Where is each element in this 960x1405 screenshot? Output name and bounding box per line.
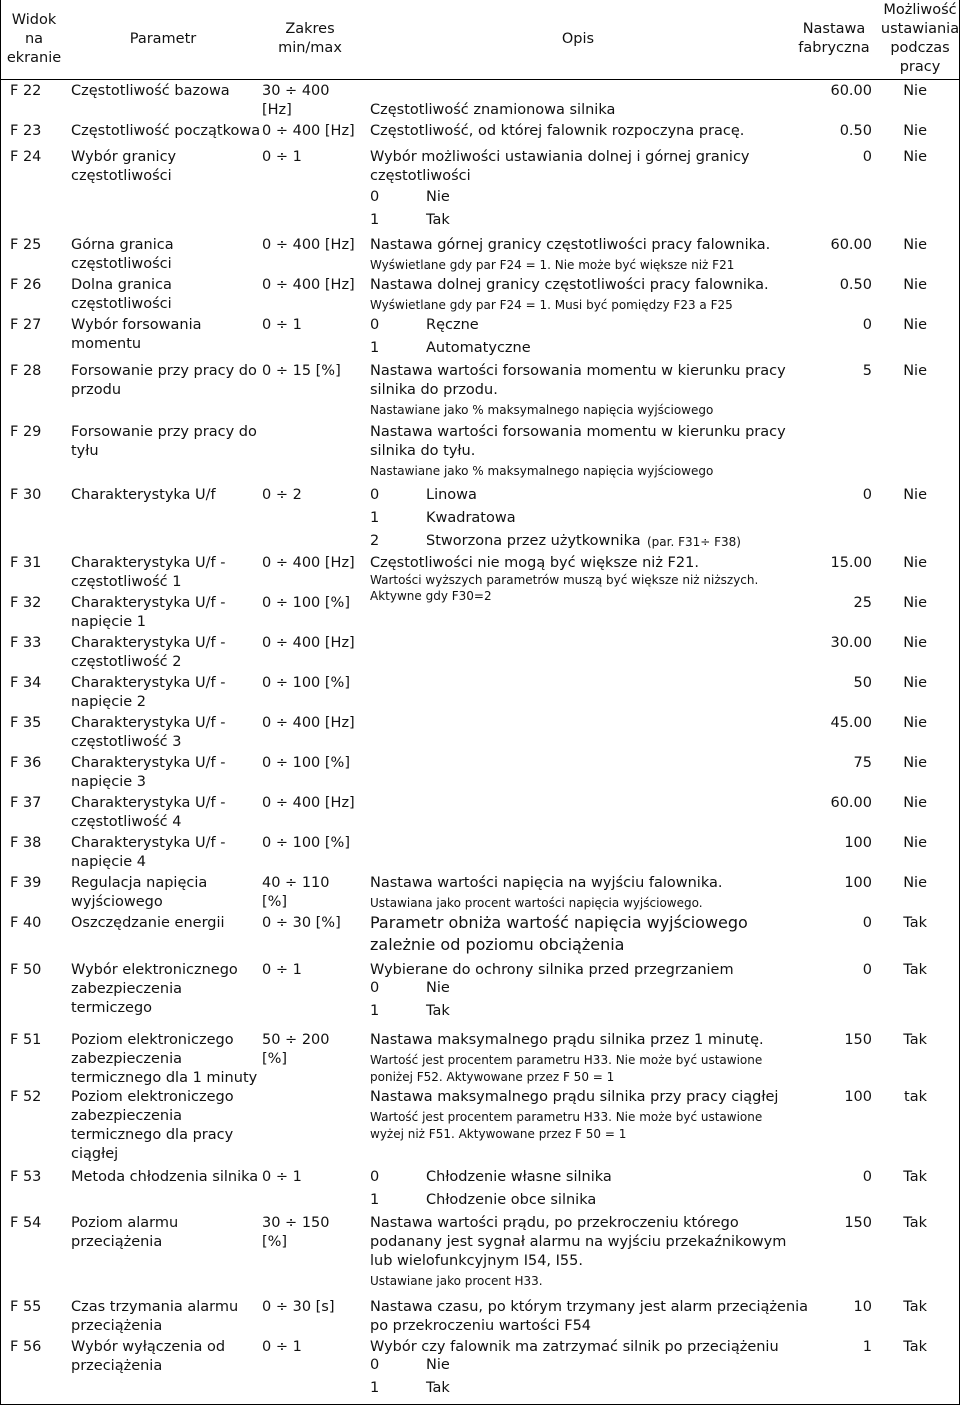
param-description: Parametr obniża wartość napięcia wyjściowego [370, 913, 748, 932]
param-code: F 54 [10, 1215, 42, 1231]
param-name: Charakterystyka U/f - [71, 595, 226, 611]
editable-while-running: Tak [903, 1169, 927, 1185]
param-note: poniżej F52. Aktywowane przez F 50 = 1 [370, 1070, 615, 1084]
factory-setting: 60.00 [830, 237, 872, 253]
param-range: 40 ÷ 110 [262, 875, 330, 891]
param-code: F 31 [10, 555, 42, 571]
editable-while-running: Tak [903, 915, 927, 931]
param-code: F 53 [10, 1169, 42, 1185]
editable-while-running: Nie [903, 317, 927, 333]
factory-setting: 25 [853, 595, 872, 611]
editable-while-running: Tak [903, 1032, 927, 1048]
editable-while-running: Nie [903, 635, 927, 651]
factory-setting: 0 [862, 317, 872, 333]
param-range: 0 ÷ 1 [262, 1169, 302, 1185]
param-note: Wyświetlane gdy par F24 = 1. Musi być pomiędzy F23 a F25 [370, 298, 733, 312]
param-note: Wartość jest procentem parametru H33. Nie może być ustawione [370, 1053, 763, 1067]
factory-setting: 100 [844, 1089, 872, 1105]
option-label: Ręczne [426, 317, 479, 333]
param-description: podanany jest sygnał alarmu na wyjściu przekaźnikowym [370, 1234, 787, 1250]
param-range: 30 ÷ 150 [262, 1215, 330, 1231]
param-note: Aktywne gdy F30=2 [370, 589, 492, 603]
param-name: termicznego dla pracy [71, 1127, 234, 1143]
param-range: 0 ÷ 30 [s] [262, 1299, 335, 1315]
option-value: 0 [370, 1169, 380, 1185]
header-col1: na [24, 31, 44, 47]
param-name: Wybór wyłączenia od [71, 1339, 226, 1355]
factory-setting: 5 [862, 363, 872, 379]
param-name: Poziom elektroniczego [71, 1089, 234, 1105]
param-name: Górna granica [71, 237, 174, 253]
header-col6: Możliwość [883, 2, 957, 18]
editable-while-running: Tak [903, 1215, 927, 1231]
param-range: 0 ÷ 400 [Hz] [262, 795, 355, 811]
param-code: F 22 [10, 83, 42, 99]
param-range: 0 ÷ 1 [262, 1339, 302, 1355]
param-range: 0 ÷ 100 [%] [262, 755, 350, 771]
header-col4: Opis [561, 31, 595, 47]
param-description: Nastawa maksymalnego prądu silnika przy pracy ciągłej [370, 1089, 779, 1105]
param-name: zabezpieczenia [71, 1108, 182, 1124]
header-col3: min/max [278, 40, 342, 56]
option-value: 0 [370, 1357, 380, 1373]
param-name: Charakterystyka U/f - [71, 795, 226, 811]
param-description: Częstotliwość, od której falownik rozpoczyna pracę. [370, 123, 745, 139]
param-name: Częstotliwość początkowa [71, 123, 261, 139]
param-code: F 25 [10, 237, 42, 253]
option-value: 0 [370, 317, 380, 333]
option-label: Tak [426, 1380, 450, 1396]
param-name: przeciążenia [71, 1234, 163, 1250]
param-range: [%] [262, 894, 288, 910]
param-note: Ustawiane jako procent H33. [370, 1274, 543, 1288]
param-description: częstotliwości [370, 168, 471, 184]
param-name: częstotliwości [71, 256, 172, 272]
param-name: Regulacja napięcia [71, 875, 208, 891]
factory-setting: 100 [844, 875, 872, 891]
param-code: F 30 [10, 487, 42, 503]
param-name: Wybór forsowania [71, 317, 202, 333]
option-label: Linowa [426, 487, 477, 503]
editable-while-running: Nie [903, 555, 927, 571]
editable-while-running: Nie [903, 487, 927, 503]
param-code: F 51 [10, 1032, 42, 1048]
editable-while-running: Nie [903, 595, 927, 611]
param-name: zabezpieczenia [71, 981, 182, 997]
param-description: Nastawa wartości napięcia na wyjściu falownika. [370, 875, 723, 891]
factory-setting: 50 [853, 675, 872, 691]
param-note: Wyświetlane gdy par F24 = 1. Nie może być większe niż F21 [370, 258, 735, 272]
param-name: napięcie 4 [71, 854, 146, 870]
option-label: Nie [426, 1357, 450, 1373]
param-name: Oszczędzanie energii [71, 915, 225, 931]
param-range: 0 ÷ 15 [%] [262, 363, 341, 379]
factory-setting: 0 [862, 487, 872, 503]
param-name: ciągłej [71, 1146, 119, 1162]
param-description: zależnie od poziomu obciążenia [370, 935, 625, 954]
option-value: 2 [370, 533, 380, 549]
header-col3: Zakres [285, 21, 335, 37]
factory-setting: 30.00 [830, 635, 872, 651]
factory-setting: 150 [844, 1215, 872, 1231]
param-code: F 34 [10, 675, 42, 691]
param-range: 0 ÷ 1 [262, 317, 302, 333]
param-code: F 56 [10, 1339, 42, 1355]
option-value: 1 [370, 340, 380, 356]
editable-while-running: Nie [903, 835, 927, 851]
param-code: F 37 [10, 795, 42, 811]
param-code: F 27 [10, 317, 42, 333]
param-code: F 38 [10, 835, 42, 851]
param-name: Charakterystyka U/f - [71, 555, 226, 571]
header-col2: Parametr [129, 31, 197, 47]
param-range: [Hz] [262, 102, 292, 118]
param-name: częstotliwości [71, 168, 172, 184]
option-label: Kwadratowa [426, 510, 516, 526]
option-value: 0 [370, 189, 380, 205]
param-note: Nastawiane jako % maksymalnego napięcia wyjściowego [370, 403, 714, 417]
param-name: częstotliwość 2 [71, 654, 182, 670]
param-name: Charakterystyka U/f [71, 487, 216, 503]
param-name: termicznego dla 1 minuty [71, 1070, 258, 1086]
editable-while-running: tak [904, 1089, 927, 1105]
option-label: Nie [426, 980, 450, 996]
option-value: 1 [370, 1380, 380, 1396]
option-value: 0 [370, 487, 380, 503]
factory-setting: 60.00 [830, 83, 872, 99]
param-description: lub wielofunkcyjnym I54, I55. [370, 1253, 583, 1269]
param-code: F 32 [10, 595, 42, 611]
param-range: 0 ÷ 30 [%] [262, 915, 341, 931]
factory-setting: 60.00 [830, 795, 872, 811]
param-name: termiczego [71, 1000, 153, 1016]
editable-while-running: Nie [903, 83, 927, 99]
editable-while-running: Nie [903, 237, 927, 253]
factory-setting: 15.00 [830, 555, 872, 571]
factory-setting: 75 [853, 755, 872, 771]
param-code: F 50 [10, 962, 42, 978]
param-note: Wartości wyższych parametrów muszą być większe niż niższych. [370, 573, 759, 587]
param-code: F 39 [10, 875, 42, 891]
header-col1: Widok [11, 12, 57, 28]
editable-while-running: Nie [903, 755, 927, 771]
editable-while-running: Nie [903, 795, 927, 811]
param-name: Forsowanie przy pracy do [71, 424, 257, 440]
param-range: 0 ÷ 400 [Hz] [262, 237, 355, 253]
param-name: momentu [71, 336, 142, 352]
param-description: Nastawa maksymalnego prądu silnika przez 1 minutę. [370, 1032, 764, 1048]
param-note: Nastawiane jako % maksymalnego napięcia wyjściowego [370, 464, 714, 478]
factory-setting: 100 [844, 835, 872, 851]
param-name: zabezpieczenia [71, 1051, 182, 1067]
header-col6: ustawiania [880, 21, 960, 37]
param-description: Nastawa wartości forsowania momentu w kierunku pracy [370, 424, 786, 440]
param-note: Ustawiana jako procent wartości napięcia wyjściowego. [370, 896, 703, 910]
header-col1: ekranie [6, 50, 62, 66]
param-name: Forsowanie przy pracy do [71, 363, 257, 379]
option-label: Chłodzenie własne silnika [426, 1169, 612, 1185]
factory-setting: 10 [853, 1299, 872, 1315]
param-code: F 40 [10, 915, 42, 931]
editable-while-running: Nie [903, 363, 927, 379]
param-name: Charakterystyka U/f - [71, 715, 226, 731]
param-name: Dolna granica [71, 277, 172, 293]
param-description: silnika do przodu. [370, 382, 498, 398]
param-code: F 35 [10, 715, 42, 731]
param-description: Nastawa czasu, po którym trzymany jest alarm przeciążenia [370, 1299, 809, 1315]
editable-while-running: Nie [903, 149, 927, 165]
factory-setting: 150 [844, 1032, 872, 1048]
option-note: (par. F31÷ F38) [646, 535, 741, 549]
param-name: Charakterystyka U/f - [71, 835, 226, 851]
editable-while-running: Tak [903, 962, 927, 978]
param-name: tyłu [71, 443, 99, 459]
option-value: 0 [370, 980, 380, 996]
editable-while-running: Nie [903, 875, 927, 891]
editable-while-running: Nie [903, 715, 927, 731]
param-name: napięcie 2 [71, 694, 146, 710]
factory-setting: 0 [862, 149, 872, 165]
param-name: częstotliwość 4 [71, 814, 182, 830]
option-label: Automatyczne [426, 340, 531, 356]
param-name: wyjściowego [71, 894, 163, 910]
editable-while-running: Nie [903, 123, 927, 139]
param-description: Nastawa wartości prądu, po przekroczeniu którego [370, 1215, 739, 1231]
param-name: Wybór granicy [71, 149, 177, 165]
param-description: Częstotliwość znamionowa silnika [370, 102, 616, 118]
param-name: częstotliwość 1 [71, 574, 182, 590]
param-description: Wybierane do ochrony silnika przed przegrzaniem [370, 962, 734, 978]
param-name: Charakterystyka U/f - [71, 755, 226, 771]
param-code: F 28 [10, 363, 42, 379]
editable-while-running: Tak [903, 1339, 927, 1355]
factory-setting: 0 [862, 915, 872, 931]
param-range: 0 ÷ 400 [Hz] [262, 123, 355, 139]
param-range: 50 ÷ 200 [262, 1032, 330, 1048]
param-name: przeciążenia [71, 1358, 163, 1374]
option-value: 1 [370, 1003, 380, 1019]
option-label: Tak [426, 1003, 450, 1019]
editable-while-running: Nie [903, 675, 927, 691]
param-range: 0 ÷ 2 [262, 487, 302, 503]
param-code: F 33 [10, 635, 42, 651]
param-name: Czas trzymania alarmu [71, 1299, 239, 1315]
param-range: 0 ÷ 100 [%] [262, 835, 350, 851]
option-label: Chłodzenie obce silnika [426, 1192, 597, 1208]
param-description: Wybór możliwości ustawiania dolnej i górnej granicy [370, 149, 750, 165]
row-divider [0, 79, 960, 80]
param-name: Charakterystyka U/f - [71, 675, 226, 691]
editable-while-running: Nie [903, 277, 927, 293]
param-description: silnika do tyłu. [370, 443, 476, 459]
param-code: F 36 [10, 755, 42, 771]
option-label: Tak [426, 212, 450, 228]
param-name: częstotliwości [71, 296, 172, 312]
param-range: 0 ÷ 400 [Hz] [262, 635, 355, 651]
header-col6: podczas [890, 40, 950, 56]
header-col6: pracy [899, 59, 941, 75]
param-range: 0 ÷ 400 [Hz] [262, 715, 355, 731]
param-note: Wartość jest procentem parametru H33. Nie może być ustawione [370, 1110, 763, 1124]
param-name: przeciążenia [71, 1318, 163, 1334]
param-name: częstotliwość 3 [71, 734, 182, 750]
option-value: 1 [370, 510, 380, 526]
factory-setting: 0 [862, 962, 872, 978]
param-range: 0 ÷ 100 [%] [262, 595, 350, 611]
param-description: Nastawa dolnej granicy częstotliwości pracy falownika. [370, 277, 769, 293]
param-range: 0 ÷ 400 [Hz] [262, 277, 355, 293]
param-name: Poziom alarmu [71, 1215, 179, 1231]
param-range: 0 ÷ 100 [%] [262, 675, 350, 691]
param-range: 0 ÷ 1 [262, 962, 302, 978]
param-name: Poziom elektroniczego [71, 1032, 234, 1048]
param-description: po przekroczeniu wartości F54 [370, 1318, 592, 1334]
param-name: Częstotliwość bazowa [71, 83, 230, 99]
param-range: 0 ÷ 400 [Hz] [262, 555, 355, 571]
option-value: 1 [370, 1192, 380, 1208]
param-code: F 55 [10, 1299, 42, 1315]
param-name: Metoda chłodzenia silnika [71, 1169, 259, 1185]
param-name: napięcie 3 [71, 774, 146, 790]
param-name: napięcie 1 [71, 614, 146, 630]
param-note: wyżej niż F51. Aktywowane przez F 50 = 1 [370, 1127, 627, 1141]
option-value: 1 [370, 212, 380, 228]
param-name: Wybór elektronicznego [71, 962, 238, 978]
param-range: 30 ÷ 400 [262, 83, 330, 99]
param-description: Wybór czy falownik ma zatrzymać silnik po przeciążeniu [370, 1339, 779, 1355]
factory-setting: 1 [862, 1339, 872, 1355]
header-col5: fabryczna [798, 40, 870, 56]
column-divider [0, 0, 1, 1405]
factory-setting: 0.50 [839, 123, 872, 139]
param-code: F 23 [10, 123, 42, 139]
param-name: Charakterystyka U/f - [71, 635, 226, 651]
option-label: Nie [426, 189, 450, 205]
param-code: F 52 [10, 1089, 42, 1105]
factory-setting: 45.00 [830, 715, 872, 731]
param-name: przodu [71, 382, 122, 398]
option-label: Stworzona przez użytkownika [426, 533, 641, 549]
editable-while-running: Tak [903, 1299, 927, 1315]
factory-setting: 0.50 [839, 277, 872, 293]
param-range: [%] [262, 1051, 288, 1067]
param-description: Nastawa wartości forsowania momentu w kierunku pracy [370, 363, 786, 379]
param-range: [%] [262, 1234, 288, 1250]
param-description: Częstotliwości nie mogą być większe niż F21. [370, 555, 699, 571]
param-range: 0 ÷ 1 [262, 149, 302, 165]
factory-setting: 0 [862, 1169, 872, 1185]
header-col5: Nastawa [802, 21, 866, 37]
param-code: F 29 [10, 424, 42, 440]
param-description: Nastawa górnej granicy częstotliwości pracy falownika. [370, 237, 771, 253]
param-code: F 24 [10, 149, 42, 165]
param-code: F 26 [10, 277, 42, 293]
